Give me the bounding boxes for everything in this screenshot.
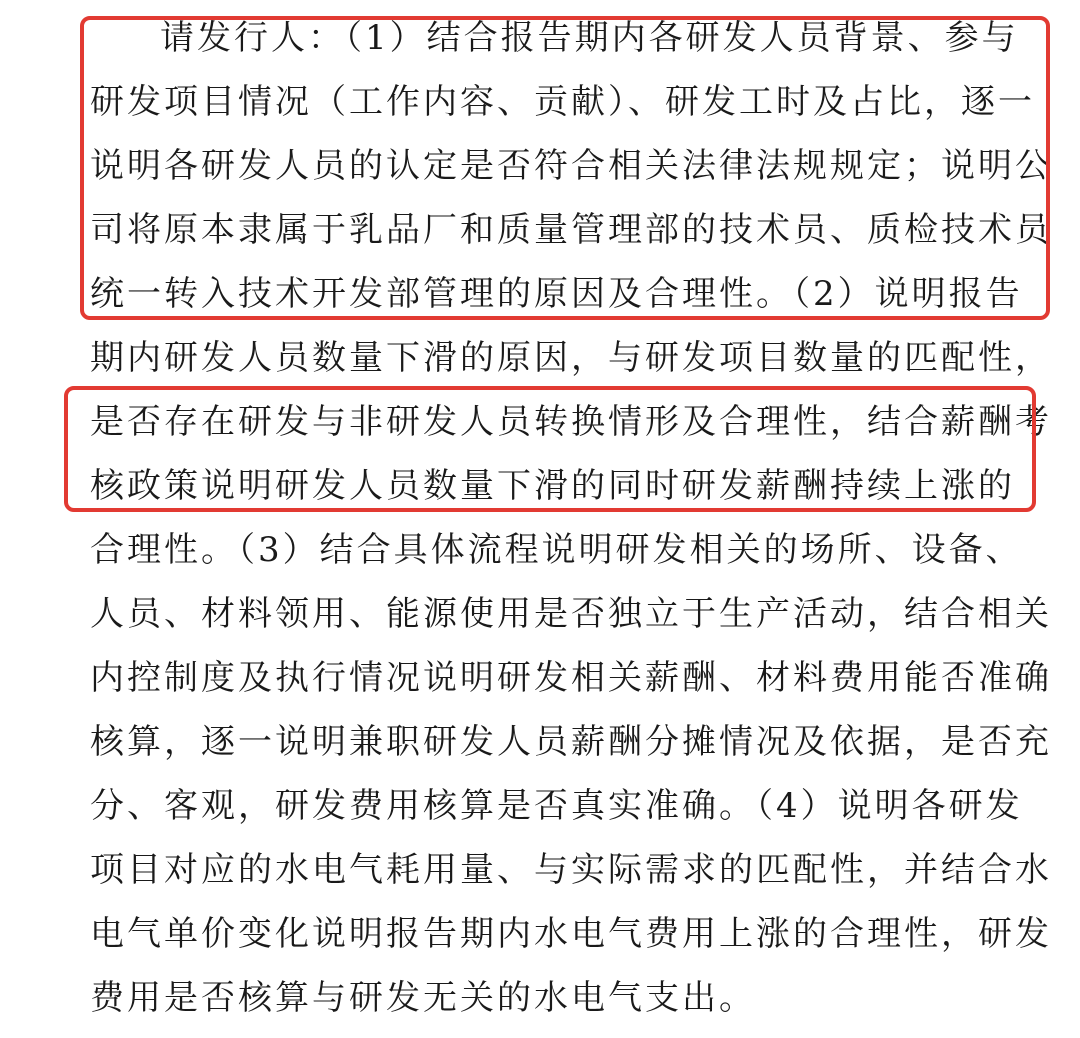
text-line: 内控制度及执行情况说明研发相关薪酬、材料费用能否准确: [90, 658, 1052, 698]
text-line: 项目对应的水电气耗用量、与实际需求的匹配性，并结合水: [90, 850, 1052, 890]
text-line: 核算，逐一说明兼职研发人员薪酬分摊情况及依据，是否充: [90, 722, 1052, 762]
text-line: 是否存在研发与非研发人员转换情形及合理性，结合薪酬考: [90, 402, 1052, 442]
highlight-box-1: [80, 16, 1050, 320]
highlight-box-2: [64, 386, 1052, 512]
text-line: 电气单价变化说明报告期内水电气费用上涨的合理性，研发: [90, 914, 1052, 954]
text-line: 期内研发人员数量下滑的原因，与研发项目数量的匹配性，: [90, 338, 1052, 378]
text-line: 核政策说明研发人员数量下滑的同时研发薪酬持续上涨的: [90, 466, 1015, 506]
text-line: 分、客观，研发费用核算是否真实准确。（4）说明各研发: [90, 786, 1023, 826]
text-line: 研发项目情况（工作内容、贡献）、研发工时及占比，逐一: [90, 82, 1035, 122]
text-line: 请发行人：（1）结合报告期内各研发人员背景、参与: [160, 18, 1019, 58]
text-line: 合理性。（3）结合具体流程说明研发相关的场所、设备、: [90, 530, 1023, 570]
text-line: 司将原本隶属于乳品厂和质量管理部的技术员、质检技术员: [90, 210, 1052, 250]
text-line: 人员、材料领用、能源使用是否独立于生产活动，结合相关: [90, 594, 1052, 634]
text-line: 统一转入技术开发部管理的原因及合理性。（2）说明报告: [90, 274, 1023, 314]
text-line: 说明各研发人员的认定是否符合相关法律法规规定；说明公: [90, 146, 1052, 186]
text-line-last: 费用是否核算与研发无关的水电气支出。: [90, 978, 756, 1018]
